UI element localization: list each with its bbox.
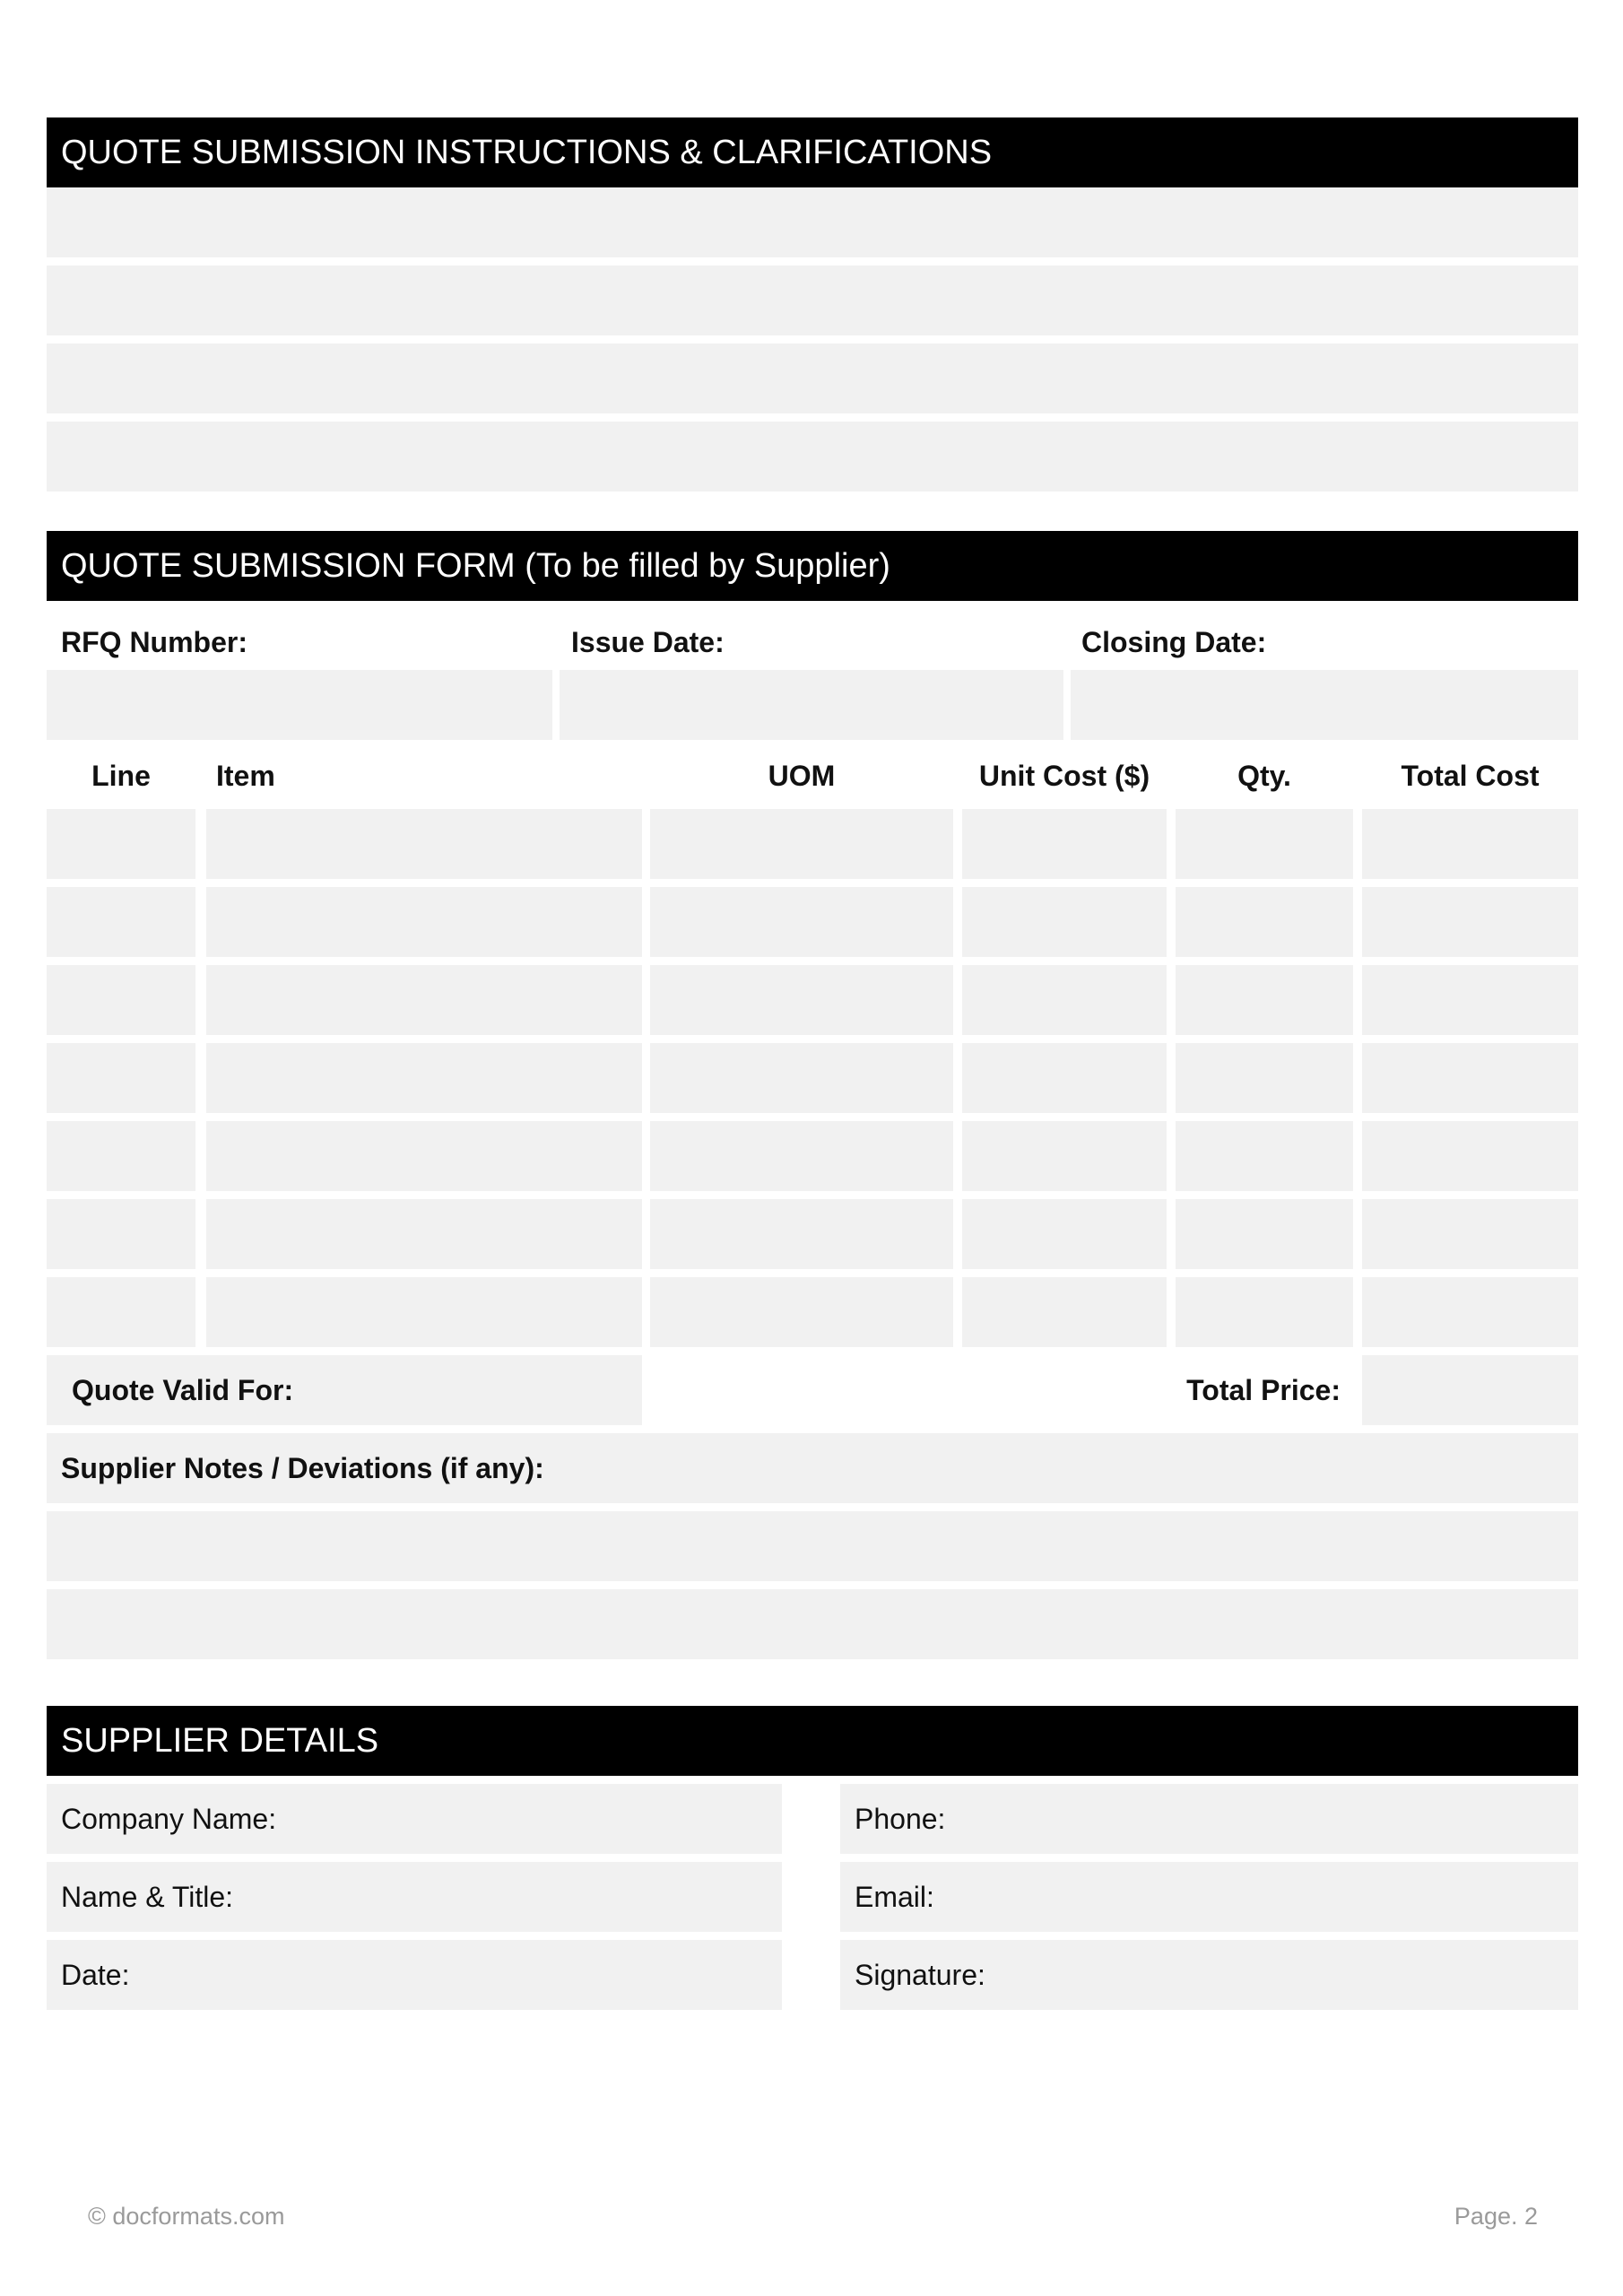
issue-date-field[interactable] [560, 670, 1063, 740]
cell-line[interactable] [47, 1121, 195, 1191]
cell-total-cost[interactable] [1362, 887, 1578, 957]
cell-line[interactable] [47, 965, 195, 1035]
cell-unit-cost[interactable] [962, 1043, 1167, 1113]
cell-line[interactable] [47, 809, 195, 879]
supplier-notes-line-3[interactable] [47, 1589, 1578, 1659]
cell-unit-cost[interactable] [962, 1199, 1167, 1269]
signature-label: Signature: [855, 1959, 985, 1991]
cell-qty[interactable] [1176, 1199, 1353, 1269]
instructions-heading: QUOTE SUBMISSION INSTRUCTIONS & CLARIFICATIONS [47, 117, 1578, 187]
phone-label: Phone: [855, 1803, 946, 1835]
cell-total-cost[interactable] [1362, 1277, 1578, 1347]
email-field[interactable] [840, 1862, 1578, 1932]
cell-uom[interactable] [650, 1277, 953, 1347]
rfq-number-field[interactable] [47, 670, 552, 740]
signature-field[interactable] [840, 1940, 1578, 2010]
cell-item[interactable] [206, 809, 642, 879]
column-header-line: Line [91, 760, 151, 792]
cell-item[interactable] [206, 1199, 642, 1269]
cell-uom[interactable] [650, 1199, 953, 1269]
cell-total-cost[interactable] [1362, 1043, 1578, 1113]
cell-total-cost[interactable] [1362, 809, 1578, 879]
total-price-field[interactable] [1362, 1355, 1578, 1425]
column-header-qty: Qty. [1237, 760, 1291, 792]
cell-qty[interactable] [1176, 965, 1353, 1035]
cell-unit-cost[interactable] [962, 887, 1167, 957]
column-header-unit-cost: Unit Cost ($) [978, 760, 1150, 792]
date-label: Date: [61, 1959, 130, 1991]
quote-valid-for-label: Quote Valid For: [72, 1374, 294, 1406]
closing-date-label: Closing Date: [1081, 626, 1267, 658]
cell-uom[interactable] [650, 887, 953, 957]
company-name-label: Company Name: [61, 1803, 277, 1835]
cell-qty[interactable] [1176, 809, 1353, 879]
supplier-notes-field[interactable] [47, 1433, 1578, 1503]
copyright-text: © docformats.com [88, 2203, 285, 2230]
cell-uom[interactable] [650, 809, 953, 879]
instructions-line-2[interactable] [47, 265, 1578, 335]
closing-date-field[interactable] [1071, 670, 1578, 740]
supplier-heading: SUPPLIER DETAILS [47, 1706, 1578, 1776]
instructions-line-4[interactable] [47, 422, 1578, 491]
cell-unit-cost[interactable] [962, 809, 1167, 879]
cell-item[interactable] [206, 1277, 642, 1347]
rfq-number-label: RFQ Number: [61, 626, 247, 658]
column-header-item: Item [216, 760, 275, 792]
instructions-line-3[interactable] [47, 344, 1578, 413]
cell-unit-cost[interactable] [962, 1121, 1167, 1191]
instructions-line-1[interactable] [47, 187, 1578, 257]
cell-uom[interactable] [650, 965, 953, 1035]
cell-line[interactable] [47, 1043, 195, 1113]
cell-line[interactable] [47, 1199, 195, 1269]
total-price-label: Total Price: [1186, 1374, 1341, 1406]
company-name-field[interactable] [47, 1784, 782, 1854]
column-header-uom: UOM [768, 760, 836, 792]
cell-item[interactable] [206, 887, 642, 957]
cell-unit-cost[interactable] [962, 965, 1167, 1035]
cell-total-cost[interactable] [1362, 1121, 1578, 1191]
cell-total-cost[interactable] [1362, 965, 1578, 1035]
page-number: Page. 2 [1454, 2203, 1538, 2230]
phone-field[interactable] [840, 1784, 1578, 1854]
cell-item[interactable] [206, 965, 642, 1035]
supplier-notes-label: Supplier Notes / Deviations (if any): [61, 1452, 544, 1484]
name-title-field[interactable] [47, 1862, 782, 1932]
email-label: Email: [855, 1881, 934, 1913]
issue-date-label: Issue Date: [571, 626, 725, 658]
cell-uom[interactable] [650, 1043, 953, 1113]
supplier-notes-line-2[interactable] [47, 1511, 1578, 1581]
cell-qty[interactable] [1176, 1277, 1353, 1347]
date-field[interactable] [47, 1940, 782, 2010]
cell-line[interactable] [47, 1277, 195, 1347]
cell-line[interactable] [47, 887, 195, 957]
quote-valid-for-field[interactable] [47, 1355, 642, 1425]
cell-qty[interactable] [1176, 887, 1353, 957]
column-header-total-cost: Total Cost [1401, 760, 1540, 792]
cell-item[interactable] [206, 1043, 642, 1113]
cell-uom[interactable] [650, 1121, 953, 1191]
cell-item[interactable] [206, 1121, 642, 1191]
cell-total-cost[interactable] [1362, 1199, 1578, 1269]
name-title-label: Name & Title: [61, 1881, 234, 1913]
cell-unit-cost[interactable] [962, 1277, 1167, 1347]
cell-qty[interactable] [1176, 1043, 1353, 1113]
form-heading: QUOTE SUBMISSION FORM (To be filled by Supplier) [47, 531, 1578, 601]
cell-qty[interactable] [1176, 1121, 1353, 1191]
